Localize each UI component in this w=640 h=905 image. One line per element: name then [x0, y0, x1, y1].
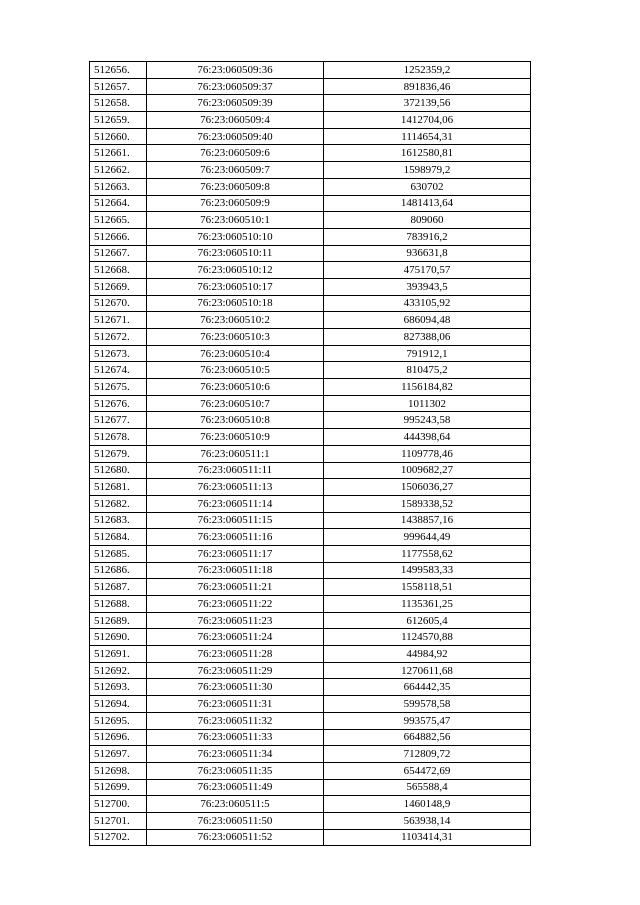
cadastral-number-cell: 76:23:060511:17 [147, 545, 324, 562]
cadastral-number-cell: 76:23:060510:18 [147, 295, 324, 312]
cadastral-number-cell: 76:23:060511:22 [147, 596, 324, 613]
cadastral-value-cell: 630702 [324, 178, 531, 195]
cadastral-value-cell: 810475,2 [324, 362, 531, 379]
cadastral-number-cell: 76:23:060511:23 [147, 612, 324, 629]
cadastral-number-cell: 76:23:060510:10 [147, 228, 324, 245]
cadastral-value-table-container [89, 61, 531, 846]
table-row [90, 729, 531, 746]
table-row [90, 162, 531, 179]
row-number-cell: 512679. [90, 445, 147, 462]
cadastral-number-cell: 76:23:060509:4 [147, 112, 324, 129]
cadastral-number-cell: 76:23:060509:7 [147, 162, 324, 179]
cadastral-number-cell: 76:23:060510:5 [147, 362, 324, 379]
row-number-cell: 512662. [90, 162, 147, 179]
cadastral-number-cell: 76:23:060511:29 [147, 662, 324, 679]
row-number-cell: 512678. [90, 429, 147, 446]
table-row [90, 495, 531, 512]
cadastral-value-cell: 1270611,68 [324, 662, 531, 679]
cadastral-value-cell: 809060 [324, 212, 531, 229]
table-row [90, 412, 531, 429]
table-row [90, 145, 531, 162]
table-row [90, 62, 531, 79]
cadastral-value-cell: 565588,4 [324, 779, 531, 796]
cadastral-value-cell: 1109778,46 [324, 445, 531, 462]
cadastral-value-cell: 44984,92 [324, 646, 531, 663]
cadastral-value-cell: 891836,46 [324, 78, 531, 95]
table-body [90, 62, 531, 846]
cadastral-value-cell: 1114654,31 [324, 128, 531, 145]
cadastral-value-cell: 444398,64 [324, 429, 531, 446]
table-row [90, 579, 531, 596]
table-row [90, 746, 531, 763]
cadastral-number-cell: 76:23:060510:7 [147, 395, 324, 412]
cadastral-value-cell: 995243,58 [324, 412, 531, 429]
cadastral-number-cell: 76:23:060511:15 [147, 512, 324, 529]
row-number-cell: 512669. [90, 278, 147, 295]
cadastral-number-cell: 76:23:060510:8 [147, 412, 324, 429]
table-row [90, 712, 531, 729]
cadastral-value-cell: 1612580,81 [324, 145, 531, 162]
row-number-cell: 512668. [90, 262, 147, 279]
cadastral-number-cell: 76:23:060509:9 [147, 195, 324, 212]
row-number-cell: 512667. [90, 245, 147, 262]
table-row [90, 178, 531, 195]
cadastral-number-cell: 76:23:060511:34 [147, 746, 324, 763]
table-row [90, 228, 531, 245]
row-number-cell: 512694. [90, 696, 147, 713]
table-row [90, 379, 531, 396]
table-row [90, 529, 531, 546]
cadastral-number-cell: 76:23:060511:24 [147, 629, 324, 646]
cadastral-number-cell: 76:23:060509:40 [147, 128, 324, 145]
cadastral-number-cell: 76:23:060510:6 [147, 379, 324, 396]
cadastral-value-table [89, 61, 531, 846]
row-number-cell: 512696. [90, 729, 147, 746]
row-number-cell: 512698. [90, 762, 147, 779]
cadastral-value-cell: 686094,48 [324, 312, 531, 329]
cadastral-number-cell: 76:23:060510:1 [147, 212, 324, 229]
row-number-cell: 512690. [90, 629, 147, 646]
row-number-cell: 512659. [90, 112, 147, 129]
cadastral-number-cell: 76:23:060511:33 [147, 729, 324, 746]
table-row [90, 445, 531, 462]
row-number-cell: 512672. [90, 329, 147, 346]
table-row [90, 612, 531, 629]
cadastral-value-cell: 1124570,88 [324, 629, 531, 646]
row-number-cell: 512693. [90, 679, 147, 696]
table-row [90, 779, 531, 796]
cadastral-number-cell: 76:23:060509:8 [147, 178, 324, 195]
cadastral-value-cell: 993575,47 [324, 712, 531, 729]
cadastral-value-cell: 1156184,82 [324, 379, 531, 396]
cadastral-value-cell: 1252359,2 [324, 62, 531, 79]
cadastral-value-cell: 599578,58 [324, 696, 531, 713]
row-number-cell: 512684. [90, 529, 147, 546]
row-number-cell: 512680. [90, 462, 147, 479]
row-number-cell: 512670. [90, 295, 147, 312]
cadastral-number-cell: 76:23:060511:35 [147, 762, 324, 779]
row-number-cell: 512689. [90, 612, 147, 629]
row-number-cell: 512661. [90, 145, 147, 162]
table-row [90, 278, 531, 295]
table-row [90, 596, 531, 613]
cadastral-number-cell: 76:23:060511:49 [147, 779, 324, 796]
cadastral-value-cell: 475170,57 [324, 262, 531, 279]
row-number-cell: 512697. [90, 746, 147, 763]
cadastral-number-cell: 76:23:060511:16 [147, 529, 324, 546]
cadastral-value-cell: 783916,2 [324, 228, 531, 245]
table-row [90, 462, 531, 479]
row-number-cell: 512677. [90, 412, 147, 429]
row-number-cell: 512699. [90, 779, 147, 796]
table-row [90, 329, 531, 346]
table-row [90, 762, 531, 779]
row-number-cell: 512666. [90, 228, 147, 245]
cadastral-number-cell: 76:23:060509:6 [147, 145, 324, 162]
row-number-cell: 512673. [90, 345, 147, 362]
cadastral-value-cell: 372139,56 [324, 95, 531, 112]
cadastral-value-cell: 712809,72 [324, 746, 531, 763]
table-row [90, 295, 531, 312]
table-row [90, 812, 531, 829]
cadastral-number-cell: 76:23:060510:17 [147, 278, 324, 295]
cadastral-value-cell: 791912,1 [324, 345, 531, 362]
row-number-cell: 512688. [90, 596, 147, 613]
row-number-cell: 512656. [90, 62, 147, 79]
cadastral-number-cell: 76:23:060509:37 [147, 78, 324, 95]
table-row [90, 195, 531, 212]
table-row [90, 245, 531, 262]
cadastral-number-cell: 76:23:060511:28 [147, 646, 324, 663]
row-number-cell: 512674. [90, 362, 147, 379]
table-row [90, 78, 531, 95]
row-number-cell: 512671. [90, 312, 147, 329]
cadastral-value-cell: 1135361,25 [324, 596, 531, 613]
row-number-cell: 512702. [90, 829, 147, 846]
cadastral-number-cell: 76:23:060509:36 [147, 62, 324, 79]
row-number-cell: 512695. [90, 712, 147, 729]
table-row [90, 796, 531, 813]
cadastral-value-cell: 664442,35 [324, 679, 531, 696]
table-row [90, 679, 531, 696]
row-number-cell: 512663. [90, 178, 147, 195]
table-row [90, 662, 531, 679]
row-number-cell: 512691. [90, 646, 147, 663]
cadastral-number-cell: 76:23:060511:21 [147, 579, 324, 596]
cadastral-value-cell: 393943,5 [324, 278, 531, 295]
table-row [90, 629, 531, 646]
table-row [90, 312, 531, 329]
cadastral-number-cell: 76:23:060511:52 [147, 829, 324, 846]
table-row [90, 696, 531, 713]
cadastral-number-cell: 76:23:060511:11 [147, 462, 324, 479]
row-number-cell: 512664. [90, 195, 147, 212]
table-row [90, 829, 531, 846]
row-number-cell: 512658. [90, 95, 147, 112]
cadastral-value-cell: 1009682,27 [324, 462, 531, 479]
cadastral-value-cell: 1558118,51 [324, 579, 531, 596]
cadastral-number-cell: 76:23:060509:39 [147, 95, 324, 112]
table-row [90, 362, 531, 379]
cadastral-value-cell: 1460148,9 [324, 796, 531, 813]
table-row [90, 512, 531, 529]
cadastral-number-cell: 76:23:060511:5 [147, 796, 324, 813]
row-number-cell: 512701. [90, 812, 147, 829]
cadastral-value-cell: 1506036,27 [324, 479, 531, 496]
row-number-cell: 512683. [90, 512, 147, 529]
table-row [90, 95, 531, 112]
cadastral-value-cell: 1011302 [324, 395, 531, 412]
cadastral-value-cell: 1103414,31 [324, 829, 531, 846]
cadastral-number-cell: 76:23:060510:2 [147, 312, 324, 329]
cadastral-value-cell: 1481413,64 [324, 195, 531, 212]
table-row [90, 562, 531, 579]
row-number-cell: 512675. [90, 379, 147, 396]
table-row [90, 262, 531, 279]
cadastral-value-cell: 664882,56 [324, 729, 531, 746]
cadastral-value-cell: 999644,49 [324, 529, 531, 546]
table-row [90, 646, 531, 663]
cadastral-number-cell: 76:23:060510:4 [147, 345, 324, 362]
cadastral-value-cell: 1438857,16 [324, 512, 531, 529]
cadastral-number-cell: 76:23:060510:12 [147, 262, 324, 279]
cadastral-number-cell: 76:23:060511:32 [147, 712, 324, 729]
row-number-cell: 512692. [90, 662, 147, 679]
cadastral-number-cell: 76:23:060511:18 [147, 562, 324, 579]
cadastral-value-cell: 563938,14 [324, 812, 531, 829]
table-row [90, 479, 531, 496]
cadastral-value-cell: 827388,06 [324, 329, 531, 346]
cadastral-number-cell: 76:23:060511:1 [147, 445, 324, 462]
row-number-cell: 512665. [90, 212, 147, 229]
row-number-cell: 512685. [90, 545, 147, 562]
cadastral-value-cell: 1589338,52 [324, 495, 531, 512]
row-number-cell: 512682. [90, 495, 147, 512]
cadastral-number-cell: 76:23:060510:3 [147, 329, 324, 346]
cadastral-value-cell: 433105,92 [324, 295, 531, 312]
row-number-cell: 512660. [90, 128, 147, 145]
row-number-cell: 512657. [90, 78, 147, 95]
row-number-cell: 512687. [90, 579, 147, 596]
cadastral-value-cell: 1598979,2 [324, 162, 531, 179]
cadastral-value-cell: 1412704,06 [324, 112, 531, 129]
cadastral-value-cell: 1177558,62 [324, 545, 531, 562]
table-row [90, 112, 531, 129]
row-number-cell: 512681. [90, 479, 147, 496]
row-number-cell: 512700. [90, 796, 147, 813]
cadastral-number-cell: 76:23:060511:50 [147, 812, 324, 829]
cadastral-value-cell: 654472,69 [324, 762, 531, 779]
table-row [90, 212, 531, 229]
cadastral-number-cell: 76:23:060511:14 [147, 495, 324, 512]
table-row [90, 128, 531, 145]
cadastral-number-cell: 76:23:060511:31 [147, 696, 324, 713]
table-row [90, 395, 531, 412]
table-row [90, 345, 531, 362]
cadastral-number-cell: 76:23:060510:11 [147, 245, 324, 262]
cadastral-value-cell: 612605,4 [324, 612, 531, 629]
cadastral-value-cell: 1499583,33 [324, 562, 531, 579]
cadastral-number-cell: 76:23:060511:13 [147, 479, 324, 496]
cadastral-value-cell: 936631,8 [324, 245, 531, 262]
cadastral-number-cell: 76:23:060510:9 [147, 429, 324, 446]
table-row [90, 429, 531, 446]
row-number-cell: 512676. [90, 395, 147, 412]
row-number-cell: 512686. [90, 562, 147, 579]
cadastral-number-cell: 76:23:060511:30 [147, 679, 324, 696]
table-row [90, 545, 531, 562]
